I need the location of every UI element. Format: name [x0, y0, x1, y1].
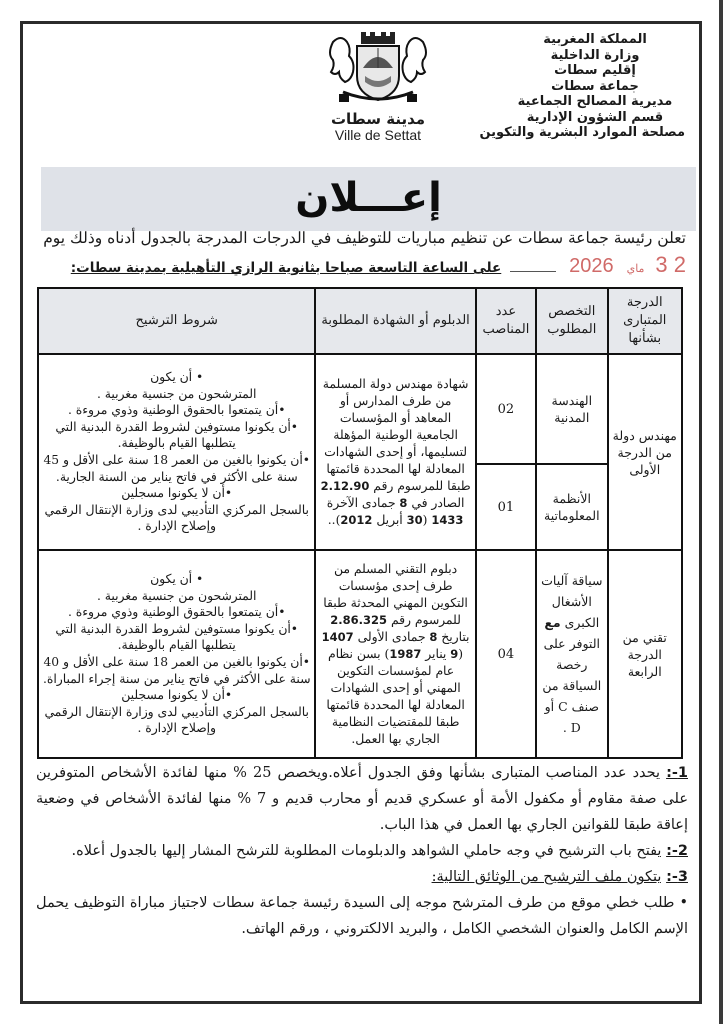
- count-cell: 02: [476, 354, 536, 464]
- condition-line: •أن لا يكونوا مسجلين: [121, 688, 233, 703]
- note-number: 2-:: [666, 843, 688, 859]
- conditions-cell: [38, 354, 315, 550]
- condition-line: •أن يكونوا مستوفين لشروط القدرة البدنية التي: [55, 419, 299, 434]
- hijri-year: 1433: [431, 512, 464, 527]
- diploma-end: )..: [327, 512, 341, 527]
- note-text: يتكون ملف الترشيح من الوثائق التالية:: [431, 869, 662, 885]
- greg-day: 9: [450, 646, 459, 661]
- condition-line: يتطلبها القيام بالوظيفة.: [117, 638, 236, 653]
- city-name-french: Ville de Settat: [334, 127, 422, 143]
- greg-year: 2012: [340, 512, 373, 527]
- exam-year: 2026: [569, 255, 614, 277]
- condition-line: •أن يكونوا مستوفين لشروط القدرة البدنية التي: [55, 621, 299, 636]
- table-row: [38, 550, 682, 758]
- grade-cell: تقني من الدرجة الرابعة: [608, 550, 683, 758]
- condition-line: •أن لا يكونوا مسجلين: [121, 486, 233, 501]
- condition-line: •أن يتمتعوا بالحقوق الوطنية وذوي مروءة .: [67, 605, 286, 620]
- header-line: قسم الشؤون الإدارية: [526, 109, 664, 125]
- note-number: 3-:: [666, 869, 688, 885]
- notes-section: [36, 760, 688, 942]
- fill-line: [510, 271, 556, 272]
- coat-of-arms-icon: [323, 32, 433, 108]
- conditions-cell: [38, 550, 315, 758]
- diploma-mid: بتاريخ: [441, 629, 470, 644]
- header-count: عدد المناصب: [476, 288, 536, 354]
- hijri-day: 8: [399, 495, 408, 510]
- note-item: [36, 864, 688, 890]
- exam-month: ماي: [626, 262, 645, 275]
- specialty-part-bold: مع: [544, 615, 561, 630]
- header-line: إقليم سطات: [554, 63, 636, 78]
- diploma-cell: [315, 550, 475, 758]
- header-conditions: شروط الترشيح: [38, 288, 315, 354]
- note-item: [36, 890, 688, 942]
- note-text: يحدد عدد المناصب المتبارى بشأنها وفق الجدول أعلاه.ويخصص 25 % منها لفائدة الأشخاص المتوفرين على صفة مقاوم أو مكفول الأمة أو عسكري قديم أو محارب قديم و 7 % منها لفائدة الأشخاص في وضعية إعاقة طبقا للقوانين الجاري بها العمل في هذا الباب.: [36, 765, 688, 833]
- note-text: يفتح باب الترشيح في وجه حاملي الشواهد والدبلومات المطلوبة للترشح المشار إليها بالجدول أعلاه.: [71, 843, 662, 859]
- announcement-title: إعـــلان: [295, 175, 442, 221]
- header-line: المملكة المغربية: [543, 32, 647, 47]
- condition-line: سنة على الأكثر في فاتح يناير من سنة إجراء المباراة.: [43, 671, 311, 686]
- header-line: مصلحة الموارد البشرية والتكوين: [479, 125, 685, 140]
- diploma-cell: [315, 354, 475, 550]
- header-grade: الدرجة المتبارى بشأنها: [608, 288, 683, 354]
- condition-line: سنة على الأكثر في فاتح يناير من السنة الجارية.: [55, 469, 298, 484]
- count-cell: 01: [476, 464, 536, 550]
- hijri-month: جمادى الآخرة: [326, 495, 396, 510]
- intro-paragraph: تعلن رئيسة جماعة سطات عن تنظيم مباريات للتوظيف في الدرجات المدرجة بالجدول أدناه وذلك يوم: [43, 229, 686, 247]
- decree-number: 2.86.325: [330, 612, 388, 627]
- paren-open: (: [458, 646, 464, 661]
- announcement-banner: [41, 167, 696, 231]
- condition-line: • أن يكون: [150, 572, 204, 587]
- hijri-day: 8: [429, 629, 438, 644]
- specialty-cell: [536, 550, 607, 758]
- count-cell: 04: [476, 550, 536, 758]
- condition-line: المترشحون من جنسية مغربية .: [96, 386, 257, 401]
- greg-day: 30: [406, 512, 423, 527]
- condition-line: • أن يكون: [150, 370, 204, 385]
- decree-number: 2.12.90: [320, 478, 370, 493]
- condition-line: •أن يكونوا بالغين من العمر 18 سنة على الأقل و 45: [43, 453, 310, 467]
- header-specialty: التخصص المطلوب: [536, 288, 607, 354]
- paren-close: ): [384, 646, 390, 661]
- bullet-icon: •: [679, 895, 688, 911]
- city-name-arabic: مدينة سطات: [330, 110, 426, 128]
- scan-edge-rule: [719, 0, 723, 1024]
- positions-table: [37, 287, 683, 759]
- specialty-part: التوفر على رخصة السياقة من صنف C أو D .: [542, 636, 602, 735]
- grade-cell: مهندس دولة من الدرجة الأولى: [608, 354, 683, 550]
- greg-month: يناير: [425, 646, 447, 661]
- hijri-month: جمادى الأولى: [357, 629, 426, 644]
- condition-line: وإصلاح الإدارة .: [137, 721, 216, 736]
- specialty-cell: الأنظمة المعلوماتية: [536, 464, 607, 550]
- exam-venue: على الساعة التاسعة صباحا بثانوية الرازي التأهيلية بمدينة سطات:: [70, 260, 502, 276]
- note-text: طلب خطي موقع من طرف المترشح موجه إلى السيدة رئيسة جماعة سطات لاجتياز مباراة التوظيف يحمل الإسم الكامل والعنوان الشخصي الكامل ، والبريد الالكتروني ، ورقم الهاتف.: [36, 895, 688, 937]
- condition-line: •أن يتمتعوا بالحقوق الوطنية وذوي مروءة .: [67, 403, 286, 418]
- city-logo: [298, 32, 458, 143]
- exam-day: 2 3: [655, 252, 686, 277]
- condition-line: بالسجل المركزي التأديبي لدى وزارة الإنتقال الرقمي: [44, 704, 309, 719]
- table-header-row: [38, 288, 682, 354]
- note-number: 1-:: [666, 765, 688, 781]
- specialty-cell: الهندسة المدنية: [536, 354, 607, 464]
- header-line: وزارة الداخلية: [550, 47, 640, 63]
- intro-date-line: [36, 252, 686, 282]
- header-line: جماعة سطات: [551, 78, 639, 94]
- diploma-text: دبلوم التقني المسلم من طرف إحدى مؤسسات التكوين المهني المحدثة طبقا للمرسوم رقم: [323, 561, 468, 627]
- header-line: مديرية المصالح الجماعية: [517, 94, 673, 109]
- diploma-mid: الصادر في: [411, 495, 465, 510]
- greg-month: أبريل: [376, 512, 403, 527]
- condition-line: المترشحون من جنسية مغربية .: [96, 588, 257, 603]
- note-item: [36, 760, 688, 838]
- condition-line: بالسجل المركزي التأديبي لدى وزارة الإنتقال الرقمي: [44, 502, 309, 517]
- condition-line: يتطلبها القيام بالوظيفة.: [117, 436, 236, 451]
- hijri-year: 1407: [321, 629, 354, 644]
- administrative-header: [479, 32, 685, 141]
- diploma-text: شهادة مهندس دولة المسلمة من طرف المدارس أو المعاهد أو المؤسسات الجامعية الوطنية المؤهلة لتسليمها، أو إحدى الشهادات المعادلة لها المحددة قائمتها طبقا للمرسوم رقم: [322, 376, 471, 493]
- greg-year: 1987: [389, 646, 422, 661]
- condition-line: وإصلاح الإدارة .: [137, 519, 216, 534]
- specialty-part: سياقة آليات الأشغال الكبرى: [541, 573, 603, 630]
- note-item: [36, 838, 688, 864]
- table-row: [38, 354, 682, 464]
- paren-open: (: [422, 512, 428, 527]
- header-diploma: الدبلوم أو الشهادة المطلوبة: [315, 288, 475, 354]
- diploma-tail: بسن نظام عام لمؤسسات التكوين المهني أو إحدى الشهادات المعادلة لها المحددة قائمتها طبقا للمقتضيات النظامية الجاري بها العمل.: [326, 646, 465, 746]
- condition-line: •أن يكونوا بالغين من العمر 18 سنة على الأقل و 40: [43, 655, 310, 669]
